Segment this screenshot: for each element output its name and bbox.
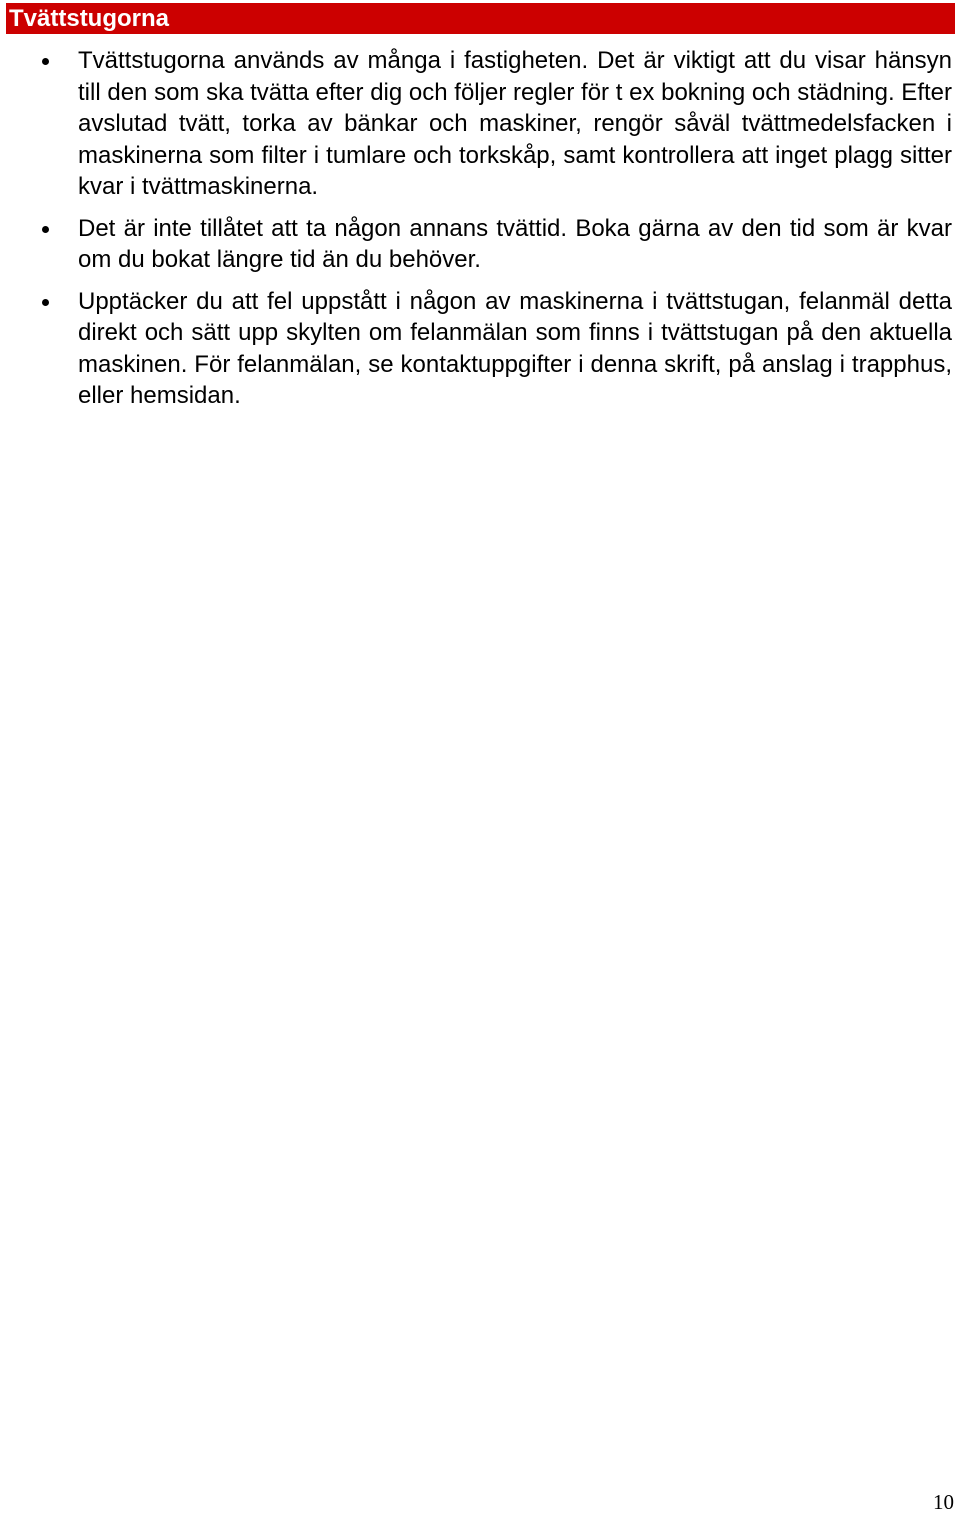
section-title: Tvättstugorna [9,5,170,32]
bullet-dot-icon [42,299,49,306]
list-item [0,286,960,412]
bullet-text: Det är inte tillåtet att ta någon annans tvättid. Boka gärna av den tid som är kvar om du bokat längre tid än du behöver. [78,214,952,273]
page-number: 10 [933,1490,954,1514]
bullet-dot-icon [42,58,49,65]
bullet-text: Upptäcker du att fel uppstått i någon av maskinerna i tvättstugan, felanmäl detta direkt och sätt upp skylten om felanmälan som finns i tvättstugan på den aktuella maskinen. För felanmälan, se kontaktuppgifter i denna skrift, på anslag i trapphus, eller hemsidan. [78,287,952,409]
list-item [0,45,960,203]
bullet-text: Tvättstugorna används av många i fastigheten. Det är viktigt att du visar hänsyn till den som ska tvätta efter dig och följer regler för t ex bokning och städning. Efter avslutad tvätt, torka av bänkar och maskiner, rengör såväl tvättmedelsfacken i maskinerna som filter i tumlare och torkskåp, samt kontrollera att inget plagg sitter kvar i tvättmaskinerna. [78,47,952,200]
list-item [0,213,960,276]
bullet-dot-icon [42,226,49,233]
section-header-bar [6,3,955,34]
rules-bullet-list [0,45,960,422]
